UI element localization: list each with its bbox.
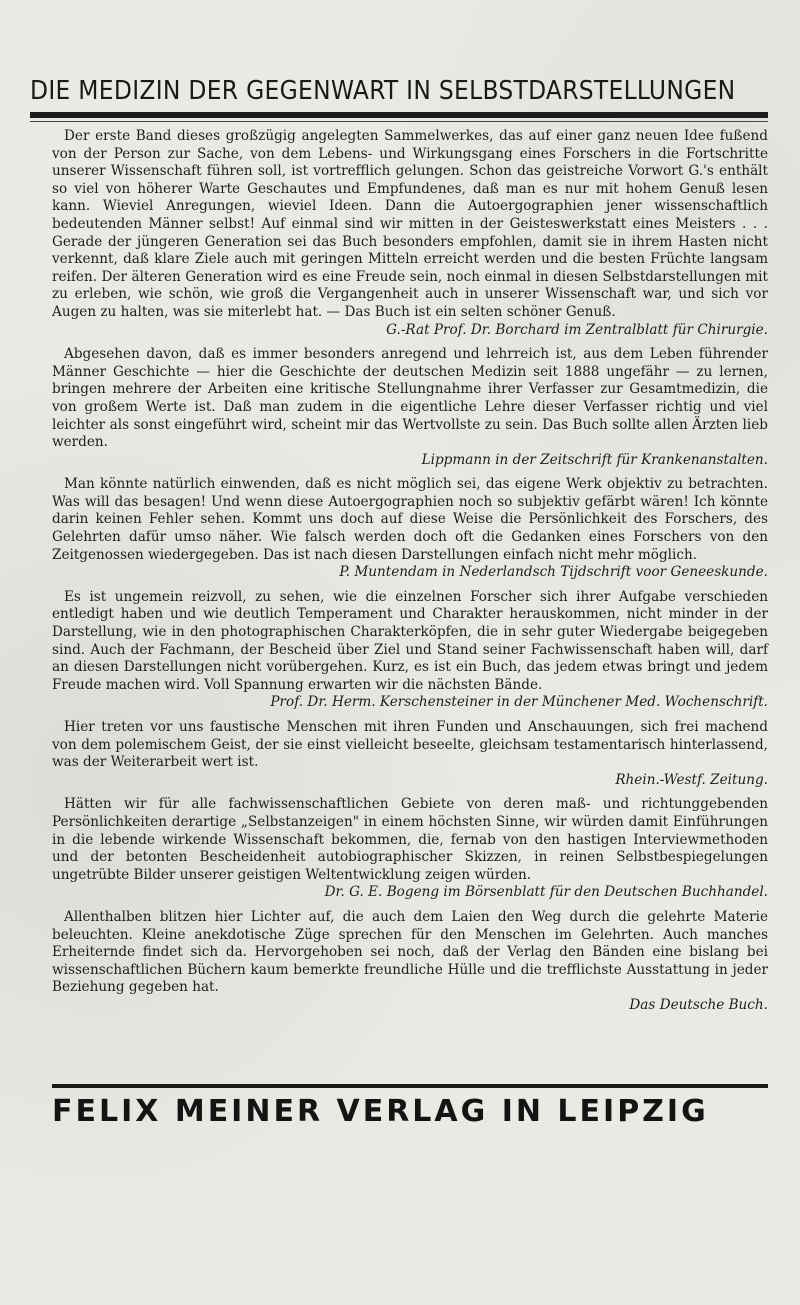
review-source: P. Muntendam in Nederlandsch Tijdschrift voor Geneeskunde. — [339, 564, 768, 581]
review-source: Rhein.-Westf. Zeitung. — [615, 771, 768, 788]
review-text: Es ist ungemein reizvoll, zu sehen, wie die einzelnen Forscher sich ihrer Aufgabe verschieden entledigt haben und wie deutlich Temperament und Charakter herauskommen, nicht minder in der Darstellung, wie in den photographischen Charakterköpfen, die in sehr guter Wiedergabe beigegeben sind. Auch der Fachmann, der Bescheid über Ziel und Stand seiner Fachwissenschaft haben will, darf an diesen Darstellungen nicht vorübergehen. Kurz, es ist ein Buch, das jedem etwas bringt und jedem Freude machen wird. Voll Spannung erwarten wir die nächsten Bände. — [52, 588, 768, 693]
review-6 — [52, 796, 768, 902]
review-text: Hätten wir für alle fachwissenschaftlichen Gebiete von deren maß- und richtunggebenden Persönlichkeiten derartige „Selbstanzeigen" in einem höchsten Sinne, wir würden damit Einführungen in die lebende wirkende Wissenschaft bekommen, die, fernab von den hastigen Interviewmethoden und der betonten Bescheidenheit autobiographischer Skizzen, in reinen Selbstbespiegelungen ungetrübte Bilder unserer geistigen Weltentwicklung zeigen würden. — [52, 796, 768, 883]
review-7 — [52, 909, 768, 1015]
header-rule — [30, 112, 768, 118]
review-text: Man könnte natürlich einwenden, daß es nicht möglich sei, das eigene Werk objektiv zu betrachten. Was will das besagen! Und wenn diese Autoergographien noch so subjektiv gefärbt wären! Ich könnte darin keinen Fehler sehen. Kommt uns doch auf diese Weise die Persönlichkeit des Forschers, des Gelehrten dafür umso näher. Wie falsch werden doch oft die Gedanken eines Forschers von den Zeitgenossen wiedergegeben. Das ist nach diesen Darstellungen einfach nicht mehr möglich. — [52, 476, 768, 563]
review-text: Hier treten vor uns faustische Menschen mit ihren Funden und Anschauungen, sich frei machend von dem polemischem Geist, der sie einst vielleicht beseelte, gleichsam testamentarisch hinterlassend, was der Weiterarbeit wert ist. — [52, 719, 768, 771]
review-source: Lippmann in der Zeitschrift für Krankenanstalten. — [421, 451, 768, 468]
review-source: Das Deutsche Buch. — [629, 996, 768, 1013]
review-source: G.-Rat Prof. Dr. Borchard im Zentralblatt für Chirurgie. — [386, 321, 768, 338]
page-title: DIE MEDIZIN DER GEGENWART IN SELBSTDARSTELLUNGEN — [30, 76, 736, 106]
review-4 — [52, 589, 768, 712]
reviews-section — [52, 128, 768, 1022]
review-source: Dr. G. E. Bogeng im Börsenblatt für den Deutschen Buchhandel. — [324, 884, 768, 901]
review-text: Der erste Band dieses großzügig angelegten Sammelwerkes, das auf einer ganz neuen Idee fußend von der Person zur Sache, von dem Lebens- und Wirkungsgang eines Forschers in die Fortschritte unserer Wissenschaft führen soll, ist vortrefflich gelungen. Schon das geistreiche Vorwort G.'s enthält so viel von höherer Warte Geschautes und Empfundenes, daß man es nur mit hohem Genuß lesen kann. Wieviel Anregungen, wieviel Ideen. Dann die Autoergographien jener wissenschaftlich bedeutenden Männer selbst! Auf einmal sind wir mitten in der Geisteswerkstatt eines Meisters . . . Gerade der jüngeren Generation sei das Buch besonders empfohlen, damit sie in ihrem Hasten nicht verkennt, daß klare Ziele auch mit geringen Mitteln erreicht werden und die besten Früchte langsam reifen. Der älteren Generation wird es eine Freude sein, noch einmal in diesen Selbstdarstellungen mit zu erleben, wie schön, wie groß die Vergangenheit auch in unserer Wissenschaft war, und sich vor Augen zu halten, was sie miterlebt hat. — Das Buch ist ein selten schöner Genuß. — [52, 128, 768, 320]
publisher-imprint: FELIX MEINER VERLAG IN LEIPZIG — [52, 1094, 709, 1129]
review-text: Abgesehen davon, daß es immer besonders anregend und lehrreich ist, aus dem Leben führender Männer Geschichte — hier die Geschichte der deutschen Medizin seit 1888 ungefähr — zu lernen, bringen mehrere der Arbeiten eine kritische Stellungnahme ihrer Verfasser zur Gesamtmedizin, die von großem Werte ist. Daß man zudem in die eigentliche Lehre dieser Verfasser richtig und viel leichter als sonst eingeführt wird, scheint mir das Wertvollste zu sein. Das Buch sollte allen Ärzten lieb werden. — [52, 346, 768, 451]
review-5 — [52, 719, 768, 789]
review-3 — [52, 476, 768, 582]
review-1 — [52, 128, 768, 339]
review-source: Prof. Dr. Herm. Kerschensteiner in der Münchener Med. Wochenschrift. — [270, 694, 768, 711]
review-text: Allenthalben blitzen hier Lichter auf, die auch dem Laien den Weg durch die gelehrte Materie beleuchten. Kleine anekdotische Züge sprechen für den Menschen im Gelehrten. Auch manches Erheiternde findet sich da. Hervorgehoben sei noch, daß der Verlag den Bänden eine bislang bei wissenschaftlichen Büchern kaum bemerkte freundliche Hülle und die trefflichste Ausstattung in jeder Beziehung gegeben hat. — [52, 908, 768, 996]
review-2 — [52, 346, 768, 469]
footer-rule — [52, 1084, 768, 1088]
